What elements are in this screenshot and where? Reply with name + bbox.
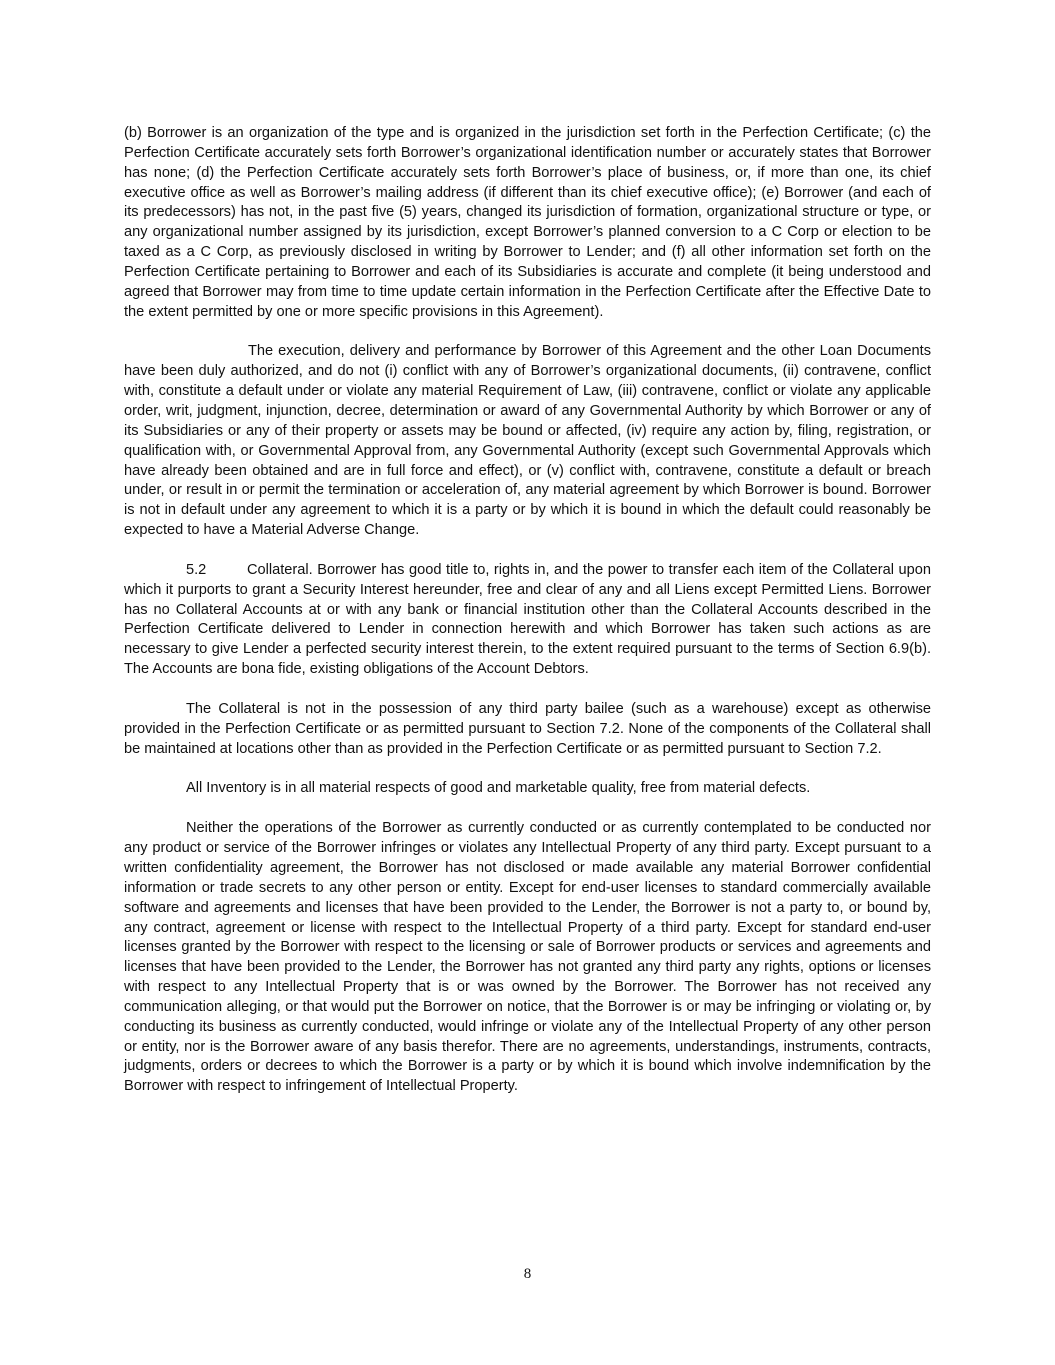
paragraph-intellectual-property: Neither the operations of the Borrower as currently conducted or as currently contemplated to be conducted nor any product or service of the Borrower infringes or violates any Intellectual Property of any third party. Except pursuant to a written confidentiality agreement, the Borrower has not disclosed or made available any material Borrower confidential information or trade secrets to any other person or entity. Except for end-user licenses to standard commercially available software and agreements and licenses that have been provided to the Lender, the Borrower is not a party to, or bound by, any contract, agreement or license with respect to the Intellectual Property of a third party. Except for standard end-user licenses granted by the Borrower with respect to the licensing or sale of Borrower products or services and agreements and licenses that have been provided to the Lender, the Borrower has not granted any third party any rights, options or licenses with respect to any Intellectual Property that is or was owned by the Borrower. The Borrower has not received any communication alleging, or that would put the Borrower on notice, that the Borrower is or may be infringing or violating or, by conducting its business as currently conducted, would infringe or violate any of the Intellectual Property of any other person or entity, nor is the Borrower aware of any basis therefor. There are no agreements, understandings, instruments, contracts, judgments, orders or decrees to which the Borrower is a party or by which it is bound which involve indemnification by the Borrower with respect to infringement of Intellectual Property.: [124, 820, 931, 1095]
page-number: 8: [523, 1266, 532, 1282]
section-5-2-collateral: [124, 561, 931, 680]
paragraph-authorization: The execution, delivery and performance by Borrower of this Agreement and the other Loan Documents have been duly authorized, and do not (i) conflict with any of Borrower’s organizational documents, (ii) contravene, conflict with, constitute a default under or violate any material Requirement of Law, (iii) contravene, conflict or violate any applicable order, writ, judgment, injunction, decree, determination or award of any Governmental Authority by which Borrower or any of its Subsidiaries or any of their property or assets may be bound or affected, (iv) require any action by, filing, registration, or qualification with, or Governmental Approval from, any Governmental Authority (except such Governmental Approvals which have already been obtained and are in full force and effect), or (v) conflict with, contravene, constitute a default or breach under, or result in or permit the termination or acceleration of, any material agreement by which Borrower is bound. Borrower is not in default under any agreement to which it is a party or by which it is bound in which the default could reasonably be expected to have a Material Adverse Change.: [124, 343, 931, 539]
paragraph-inventory: All Inventory is in all material respects of good and marketable quality, free from material defects.: [186, 780, 811, 797]
section-heading: Collateral.: [247, 561, 313, 578]
section-text: Borrower has good title to, rights in, and the power to transfer each item of the Collateral upon which it purports to grant a Security Interest hereunder, free and clear of any and all Liens except Permitted Liens. Borrower has no Collateral Accounts at or with any bank or financial institution other than the Collateral Accounts described in the Perfection Certificate delivered to Lender in connection herewith and which Borrower has taken such actions as are necessary to give Lender a perfected security interest therein, to the extent required pursuant to the terms of Section 6.9(b). The Accounts are bona fide, existing obligations of the Account Debtors.: [124, 561, 931, 678]
section-number: 5.2: [186, 561, 207, 578]
paragraph-collateral-possession: The Collateral is not in the possession of any third party bailee (such as a warehouse) except as otherwise provided in the Perfection Certificate or as permitted pursuant to Section 7.2. None of the components of the Collateral shall be maintained at locations other than as provided in the Perfection Certificate or as permitted pursuant to Section 7.2.: [124, 700, 931, 757]
document-body: [124, 124, 931, 1117]
paragraph-perfection-certificate: (b) Borrower is an organization of the type and is organized in the jurisdiction set forth in the Perfection Certificate; (c) the Perfection Certificate accurately sets forth Borrower’s organizational identification number or accurately states that Borrower has none; (d) the Perfection Certificate accurately sets forth Borrower’s place of business, or, if more than one, its chief executive office as well as Borrower’s mailing address (if different than its chief executive office); (e) Borrower (and each of its predecessors) has not, in the past five (5) years, changed its jurisdiction of formation, organizational structure or type, or any organizational number assigned by its jurisdiction, except Borrower’s planned conversion to a C Corp or election to be taxed as a C Corp, as previously disclosed in writing by Borrower to Lender; and (f) all other information set forth on the Perfection Certificate pertaining to Borrower and each of its Subsidiaries is accurate and complete (it being understood and agreed that Borrower may from time to time update certain information in the Perfection Certificate after the Effective Date to the extent permitted by one or more specific provisions in this Agreement).: [124, 125, 931, 320]
